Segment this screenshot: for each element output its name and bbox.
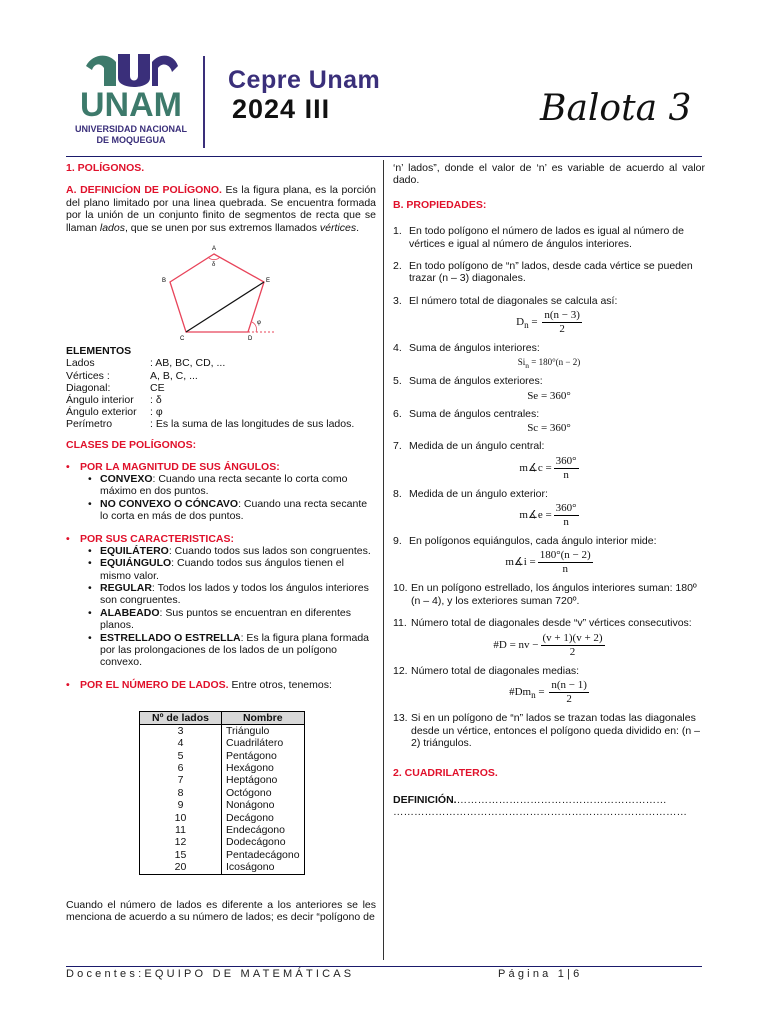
logo-text: UNAM [80,86,182,124]
logo-sub-line-2: DE MOQUEGUA [96,135,166,145]
property-text: Número total de diagonales desde “v” vértices consecutivos: [411,617,692,630]
table-cell-nombre: Cuadrilátero [222,737,305,749]
property-text: Suma de ángulos centrales: [409,407,540,420]
formula-11 [393,632,705,659]
property-12 [393,665,705,677]
item-text: : Todos los lados y todos los ángulos interiores son congruentes. [100,581,369,607]
definition-text-b: , que se unen por sus extremos llamados [124,221,320,234]
item-bold: NO CONVEXO O CÓNCAVO [100,497,239,510]
item-text: : Cuando una recta secante lo corta en más de dos puntos. [100,497,368,523]
formula-3-num: n(n − 3) [544,309,580,322]
property-9 [393,535,705,547]
table-row [140,737,305,749]
section-1-title: 1. POLÍGONOS. [66,162,145,174]
table-cell-lados: 10 [140,812,222,824]
delta-label: δ [212,262,216,269]
item-text: : Cuando una recta secante lo corta como máximo en dos puntos. [100,473,348,498]
formula-3-lhs: D [516,316,525,329]
table-cell-nombre: Pentadecágono [222,849,305,861]
section-2-title: 2. CUADRILATEROS. [393,767,498,780]
elemento-key: Diagonal: [66,381,111,394]
header-title: Cepre Unam [228,66,381,94]
definicion-line [393,794,705,806]
formula-9 [393,549,705,576]
vertex-d-label: D [248,336,253,343]
table-row [140,750,305,762]
property-3 [393,295,705,307]
property-number: 8. [393,487,402,500]
definition-text-c: . [356,221,360,234]
property-11 [393,617,705,629]
formula-3-den: 2 [559,323,565,336]
table-cell-lados: 15 [140,849,222,861]
magnitud-item: • CONVEXO: Cuando una recta secante lo corta como máximo en dos puntos. [88,473,348,498]
formula-4-lhs: Si [517,356,526,367]
formula-12-num: n(n − 1) [551,679,587,692]
magnitud-item: • NO CONVEXO O CÓNCAVO: Cuando una recta secante lo corta en más de dos puntos. [88,497,368,523]
property-6 [393,408,705,420]
table-cell-nombre: Icoságono [222,861,305,874]
table-row [140,724,305,737]
formula-12-lhs: #Dm [509,686,532,699]
definition-text-a: Es la figura plana, es la porción del plano limitado por una linea quebrada. Se encuentra formada por la unión de un conjunto finito de segmentos de recta que se llaman [66,184,376,234]
property-number: 11. [393,617,407,630]
formula-9-lhs: m∡i = [505,556,536,569]
property-number: 6. [393,407,402,420]
header-divider [203,56,205,148]
property-text: En un polígono estrellado, los ángulos interiores suman: 180º (n – 4), y los exteriores suman 720º. [411,582,697,607]
definition-title: A. DEFINICÍON DE POLÍGONO. [66,184,222,197]
elemento-value: CE [150,381,165,394]
item-text: : Sus puntos se encuentran en diferentes planos. [100,606,351,632]
formula-8 [393,502,705,529]
formula-9-num: 180°(n − 2) [539,549,591,562]
definition-vertices: vértices [319,221,357,234]
header-year: 2024 III [232,94,331,124]
property-text: En polígonos equiángulos, cada ángulo interior mide: [409,535,657,548]
table-cell-nombre: Octógono [222,787,305,799]
item-bold: CONVEXO [100,473,153,486]
formula-6: Sc = 360° [527,422,571,435]
footer-docentes: Docentes:EQUIPO DE MATEMÁTICAS [66,968,355,980]
definicion-label: DEFINICIÓN. [393,793,457,806]
table-body [140,724,305,874]
footer-rule [66,966,702,967]
property-text: En todo polígono el número de lados es igual al número de vértices e igual al número de ángulos interiores. [409,225,684,250]
property-number: 9. [393,535,402,548]
table-cell-nombre: Decágono [222,812,305,824]
table-cell-nombre: Endecágono [222,824,305,836]
formula-3-sub: n [524,320,529,331]
numero-title: POR EL NÚMERO DE LADOS. [80,678,229,691]
formula-11-lhs: #D = nv − [493,638,539,651]
page-footer [66,968,702,980]
formula-7-den: n [563,468,569,481]
property-2 [393,260,705,285]
property-number: 3. [393,294,402,307]
table-cell-lados: 11 [140,824,222,836]
elemento-row [66,394,376,406]
phi-label: φ [257,320,261,327]
property-text: En todo polígono de “n” lados, desde cada vértice se pueden trazar (n – 3) diagonales. [409,260,693,285]
elemento-key: Lados [66,357,95,370]
numero-text: Entre otros, tenemos: [228,678,332,691]
polygon-names-table [139,711,305,875]
vertex-e-label: E [266,278,271,285]
table-row [140,861,305,874]
right-column [393,162,705,819]
formula-4: $Si_n = 180^\circ(n - 2)$ [517,356,581,370]
elemento-value: : Es la suma de las longitudes de sus lados. [150,418,355,431]
table-row [140,836,305,848]
formula-12-sub: n [531,690,536,701]
formula-5: Se = 360° [527,389,571,402]
table-row [140,774,305,786]
vertex-c-label: C [180,336,185,343]
page-header [0,0,768,160]
clases-title: CLASES DE POLÍGONOS: [66,438,197,451]
magnitud-list [66,473,376,523]
caract-item: • EQUIÁNGULO: Cuando todos sus ángulos tienen el mismo valor. [88,557,344,582]
formula-12-den: 2 [566,693,572,706]
formula-11-num: (v + 1)(v + 2) [542,631,603,644]
table-row [140,849,305,861]
caract-title: POR SUS CARACTERISTICAS: [80,532,235,545]
property-number: 2. [393,260,402,273]
logo-sub-line-1: UNIVERSIDAD NACIONAL [74,124,187,134]
table-cell-nombre: Triángulo [222,724,305,737]
property-text: Medida de un ángulo central: [409,440,545,453]
caract-item: • REGULAR: Todos los lados y todos los ángulos interiores son congruentes. [88,581,369,607]
property-text: Si en un polígono de “n” lados se trazan todas las diagonales desde un vértice, entonces el polígono queda dividido en: (n – 2) triángulos. [411,712,700,749]
elementos-list [66,357,376,430]
property-8 [393,488,705,500]
table-row [140,762,305,774]
property-text: El número total de diagonales se calcula así: [409,294,618,307]
formula-9-den: n [562,563,568,576]
item-bold: EQUIÁNGULO [100,557,172,570]
balota-title: Balota 3 [540,88,692,129]
logo-subtitle [66,124,196,146]
elemento-key: Ángulo interior [66,394,134,407]
table-cell-lados: 3 [140,724,222,737]
elemento-key: Ángulo exterior [66,406,137,419]
property-text: Número total de diagonales medias: [411,664,580,677]
property-number: 4. [393,342,402,355]
unam-emblem-icon [82,50,180,90]
property-number: 10. [393,582,408,595]
definition-paragraph [66,184,376,234]
table-cell-nombre: Pentágono [222,750,305,762]
elemento-value: A, B, C, ... [150,369,198,382]
property-7 [393,440,705,452]
elementos-title: ELEMENTOS [66,345,132,358]
property-text: Suma de ángulos interiores: [409,342,540,355]
table-cell-lados: 12 [140,836,222,848]
propiedades-title: B. PROPIEDADES: [393,198,487,211]
table-cell-lados: 5 [140,750,222,762]
numero-heading: • POR EL NÚMERO DE LADOS. Entre otros, tenemos: [66,678,332,691]
elemento-key: Vértices : [66,369,110,382]
formula-4-sub: n [525,360,529,370]
formula-11-den: 2 [569,645,576,658]
formula-4-rhs: 180°(n − 2) [538,356,581,367]
item-text: : Es la figura plana formada por las prolongaciones de los lados de un polígono convexo. [100,631,369,669]
property-5 [393,375,705,387]
formula-12: $\#Dm_n$ = $\frac{n(n - 1)}{2}$ [509,679,587,706]
property-number: 13. [393,712,408,725]
table-cell-nombre: Dodecágono [222,836,305,848]
item-bold: ESTRELLADO O ESTRELLA [100,631,241,644]
property-number: 5. [393,375,402,388]
property-13 [393,712,705,749]
item-bold: ALABEADO [100,606,160,619]
table-header-cell: Nombre [222,711,305,724]
caract-item: • EQUILÁTERO: Cuando todos sus lados son congruentes. [88,544,371,557]
footer-page-number: Página 1|6 [498,968,583,980]
table-row [140,787,305,799]
elemento-row [66,406,376,418]
table-cell-nombre: Heptágono [222,774,305,786]
formula-8-num: 360° [555,502,577,515]
magnitud-heading: • POR LA MAGNITUD DE SUS ÁNGULOS: [66,461,280,474]
header-rule [66,156,702,157]
definicion-dots-1: …………………………………………………… [456,793,667,806]
formula-7 [393,455,705,482]
magnitud-title: POR LA MAGNITUD DE SUS ÁNGULOS: [80,461,280,474]
property-number: 12. [393,664,408,677]
property-number: 7. [393,440,402,453]
property-text: Suma de ángulos exteriores: [409,375,543,388]
caract-item: • ESTRELLADO O ESTRELLA: Es la figura plana formada por las prolongaciones de los lados de un polígono convexo. [88,631,369,669]
item-bold: EQUILÁTERO [100,544,169,557]
definition-lados: lados [99,221,125,234]
property-4 [393,342,705,354]
table-cell-lados: 8 [140,787,222,799]
table-cell-nombre: Nonágono [222,799,305,811]
elemento-row [66,418,376,430]
elemento-row [66,382,376,394]
caract-item: • ALABEADO: Sus puntos se encuentran en diferentes planos. [88,606,351,632]
formula-8-lhs: m∡e = [519,509,552,522]
formula-7-lhs: m∡c = [519,461,552,474]
elemento-value: : δ [150,394,162,407]
table-cell-nombre: Hexágono [222,762,305,774]
column-divider [383,160,384,960]
formula-7-num: 360° [555,454,577,467]
table-cell-lados: 9 [140,799,222,811]
item-bold: REGULAR [100,581,152,594]
caract-heading: • POR SUS CARACTERISTICAS: [66,532,235,545]
item-text: : Cuando todos sus lados son congruentes. [168,544,371,557]
left-column [66,162,376,923]
property-text: Medida de un ángulo exterior: [409,487,548,500]
elemento-key: Perímetro [66,418,113,431]
pentagon-figure [156,242,276,342]
unam-logo [66,50,196,150]
property-10 [393,582,705,607]
table-row [140,824,305,836]
table-header-row [140,711,305,724]
elemento-value: : AB, BC, CD, ... [150,357,226,370]
table-header-cell: Nº de lados [140,711,222,724]
table-cell-lados: 4 [140,737,222,749]
caract-list [66,545,376,669]
item-text: : Cuando todos sus ángulos tienen el mismo valor. [100,557,344,582]
closing-paragraph: Cuando el número de lados es diferente a los anteriores se les menciona de acuerdo a su número de lados; es decir “polígono de [66,898,376,924]
elemento-row [66,357,376,369]
table-row [140,799,305,811]
property-1 [393,225,705,250]
continuation-text: ‘n’ lados”, donde el valor de ‘n’ es variable de acuerdo al valor dado. [393,162,705,187]
elemento-value: : φ [150,406,163,419]
table-cell-lados: 7 [140,774,222,786]
property-number: 1. [393,225,402,238]
table-cell-lados: 6 [140,762,222,774]
vertex-b-label: B [162,278,167,285]
definicion-line-2: ………………………………………………………………………… [393,806,687,819]
table-row [140,812,305,824]
table-cell-lados: 20 [140,861,222,874]
elemento-row [66,370,376,382]
formula-3: $D_n$ = $\frac{n(n - 3)}{2}$ [516,309,580,336]
vertex-a-label: A [212,246,217,253]
formula-8-den: n [563,516,569,529]
